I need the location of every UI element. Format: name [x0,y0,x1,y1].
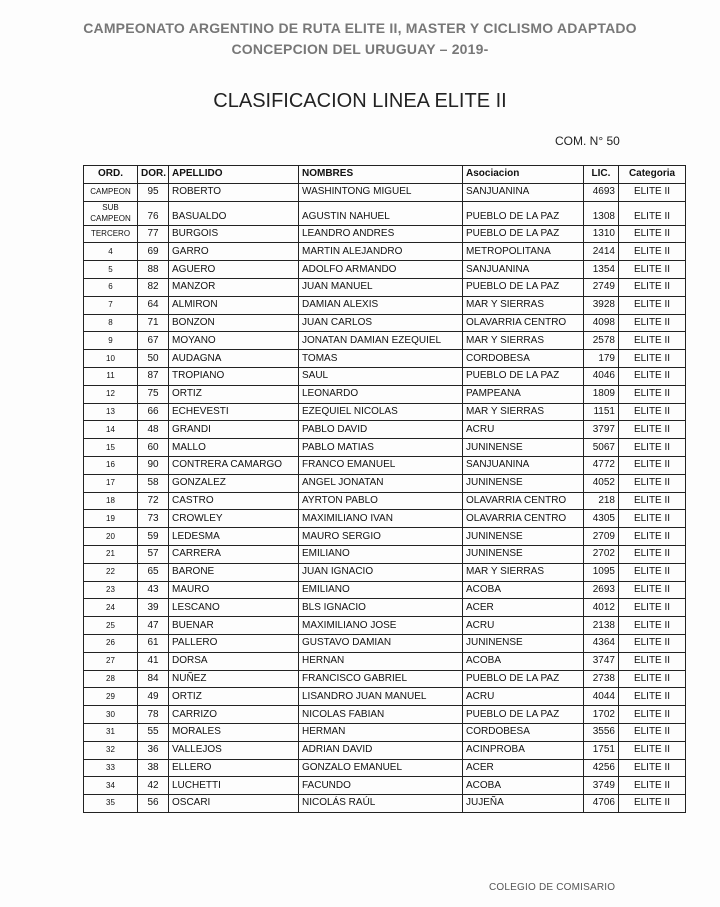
cell-categoria: ELITE II [619,201,686,225]
cell-apellido: AGUERO [169,261,299,279]
cell-categoria: ELITE II [619,350,686,368]
cell-asociacion: OLAVARRIA CENTRO [463,492,584,510]
cell-categoria: ELITE II [619,759,686,777]
cell-lic: 1151 [584,403,619,421]
cell-lic: 3749 [584,777,619,795]
cell-ord: 16 [84,456,138,474]
cell-ord: 30 [84,706,138,724]
table-header-row [84,166,686,184]
cell-dor: 49 [138,688,169,706]
cell-apellido: ELLERO [169,759,299,777]
cell-lic: 1702 [584,706,619,724]
cell-ord: 27 [84,652,138,670]
cell-nombres: ANGEL JONATAN [299,474,463,492]
cell-nombres: JONATAN DAMIAN EZEQUIEL [299,332,463,350]
table-row [84,183,686,201]
cell-nombres: MARTIN ALEJANDRO [299,243,463,261]
cell-lic: 4364 [584,634,619,652]
cell-lic: 4098 [584,314,619,332]
cell-lic: 2138 [584,617,619,635]
cell-lic: 4772 [584,456,619,474]
cell-nombres: EMILIANO [299,545,463,563]
cell-lic: 2578 [584,332,619,350]
cell-apellido: AUDAGNA [169,350,299,368]
cell-ord: 17 [84,474,138,492]
cell-asociacion: ACRU [463,617,584,635]
cell-asociacion: PUEBLO DE LA PAZ [463,367,584,385]
cell-ord: 10 [84,350,138,368]
cell-nombres: FRANCO EMANUEL [299,456,463,474]
cell-apellido: LEDESMA [169,528,299,546]
table-row [84,795,686,813]
table-row [84,599,686,617]
cell-lic: 3747 [584,652,619,670]
cell-asociacion: JUNINENSE [463,634,584,652]
cell-nombres: BLS IGNACIO [299,599,463,617]
cell-categoria: ELITE II [619,403,686,421]
cell-apellido: ALMIRON [169,296,299,314]
cell-dor: 41 [138,652,169,670]
cell-nombres: LISANDRO JUAN MANUEL [299,688,463,706]
cell-asociacion: OLAVARRIA CENTRO [463,314,584,332]
cell-dor: 69 [138,243,169,261]
cell-ord: CAMPEON [84,183,138,201]
cell-nombres: HERNAN [299,652,463,670]
cell-asociacion: JUNINENSE [463,545,584,563]
cell-asociacion: PUEBLO DE LA PAZ [463,225,584,243]
table-row [84,634,686,652]
cell-asociacion: PUEBLO DE LA PAZ [463,201,584,225]
cell-nombres: LEONARDO [299,385,463,403]
cell-asociacion: JUNINENSE [463,439,584,457]
cell-categoria: ELITE II [619,795,686,813]
cell-asociacion: PUEBLO DE LA PAZ [463,670,584,688]
cell-ord: 5 [84,261,138,279]
cell-nombres: WASHINTONG MIGUEL [299,183,463,201]
cell-categoria: ELITE II [619,599,686,617]
cell-dor: 73 [138,510,169,528]
cell-ord: 35 [84,795,138,813]
table-row [84,492,686,510]
cell-nombres: GONZALO EMANUEL [299,759,463,777]
table-row [84,670,686,688]
cell-categoria: ELITE II [619,510,686,528]
cell-dor: 58 [138,474,169,492]
cell-dor: 59 [138,528,169,546]
cell-dor: 65 [138,563,169,581]
cell-ord: 9 [84,332,138,350]
cell-apellido: MAURO [169,581,299,599]
cell-categoria: ELITE II [619,777,686,795]
cell-lic: 4706 [584,795,619,813]
cell-lic: 2414 [584,243,619,261]
table-row [84,688,686,706]
cell-apellido: PALLERO [169,634,299,652]
cell-ord: 34 [84,777,138,795]
cell-lic: 1095 [584,563,619,581]
cell-asociacion: MAR Y SIERRAS [463,296,584,314]
cell-ord: 28 [84,670,138,688]
cell-dor: 71 [138,314,169,332]
cell-apellido: BUENAR [169,617,299,635]
cell-categoria: ELITE II [619,670,686,688]
table-row [84,332,686,350]
cell-asociacion: CORDOBESA [463,350,584,368]
cell-dor: 55 [138,723,169,741]
cell-categoria: ELITE II [619,225,686,243]
table-row [84,385,686,403]
cell-dor: 60 [138,439,169,457]
cell-ord: 20 [84,528,138,546]
cell-apellido: ORTIZ [169,688,299,706]
cell-lic: 179 [584,350,619,368]
cell-lic: 3928 [584,296,619,314]
table-row [84,777,686,795]
footer-signature: COLEGIO DE COMISARIO [489,882,616,893]
cell-dor: 57 [138,545,169,563]
cell-categoria: ELITE II [619,296,686,314]
cell-nombres: AGUSTIN NAHUEL [299,201,463,225]
cell-lic: 4693 [584,183,619,201]
table-row [84,474,686,492]
table-row [84,367,686,385]
cell-ord: 4 [84,243,138,261]
cell-asociacion: SANJUANINA [463,183,584,201]
col-header-ord: ORD. [84,166,138,184]
cell-asociacion: SANJUANINA [463,261,584,279]
cell-apellido: GARRO [169,243,299,261]
cell-apellido: CARRIZO [169,706,299,724]
table-row [84,243,686,261]
cell-dor: 39 [138,599,169,617]
cell-apellido: NUÑEZ [169,670,299,688]
cell-ord: 25 [84,617,138,635]
cell-dor: 38 [138,759,169,777]
cell-dor: 43 [138,581,169,599]
cell-lic: 4052 [584,474,619,492]
cell-dor: 88 [138,261,169,279]
cell-nombres: GUSTAVO DAMIAN [299,634,463,652]
cell-categoria: ELITE II [619,421,686,439]
table-row [84,403,686,421]
cell-lic: 1308 [584,201,619,225]
cell-apellido: BASUALDO [169,201,299,225]
cell-lic: 3797 [584,421,619,439]
classification-table [83,165,686,813]
col-header-nombres: NOMBRES [299,166,463,184]
cell-categoria: ELITE II [619,634,686,652]
cell-categoria: ELITE II [619,385,686,403]
col-header-asociacion: Asociacion [463,166,584,184]
cell-nombres: AYRTON PABLO [299,492,463,510]
cell-lic: 2738 [584,670,619,688]
cell-nombres: HERMAN [299,723,463,741]
cell-lic: 4044 [584,688,619,706]
cell-categoria: ELITE II [619,652,686,670]
cell-ord: 22 [84,563,138,581]
cell-ord: 8 [84,314,138,332]
cell-categoria: ELITE II [619,474,686,492]
cell-dor: 95 [138,183,169,201]
cell-nombres: TOMAS [299,350,463,368]
cell-nombres: ADOLFO ARMANDO [299,261,463,279]
cell-asociacion: OLAVARRIA CENTRO [463,510,584,528]
table-row [84,706,686,724]
cell-apellido: CASTRO [169,492,299,510]
cell-apellido: LUCHETTI [169,777,299,795]
cell-asociacion: CORDOBESA [463,723,584,741]
table-row [84,439,686,457]
cell-ord: 12 [84,385,138,403]
cell-lic: 4012 [584,599,619,617]
cell-ord: 21 [84,545,138,563]
cell-asociacion: ACOBA [463,777,584,795]
cell-apellido: BARONE [169,563,299,581]
cell-apellido: BURGOIS [169,225,299,243]
table-row [84,350,686,368]
cell-dor: 50 [138,350,169,368]
cell-categoria: ELITE II [619,688,686,706]
cell-dor: 66 [138,403,169,421]
cell-lic: 2702 [584,545,619,563]
cell-apellido: ORTIZ [169,385,299,403]
cell-ord: 14 [84,421,138,439]
cell-dor: 75 [138,385,169,403]
cell-apellido: OSCARI [169,795,299,813]
cell-lic: 1751 [584,741,619,759]
cell-dor: 67 [138,332,169,350]
cell-nombres: MAURO SERGIO [299,528,463,546]
cell-asociacion: MAR Y SIERRAS [463,563,584,581]
cell-apellido: MANZOR [169,278,299,296]
cell-ord: 31 [84,723,138,741]
cell-dor: 42 [138,777,169,795]
cell-nombres: PABLO MATIAS [299,439,463,457]
cell-asociacion: PAMPEANA [463,385,584,403]
cell-dor: 72 [138,492,169,510]
cell-dor: 77 [138,225,169,243]
page-title: CLASIFICACION LINEA ELITE II [213,90,507,112]
cell-asociacion: ACER [463,759,584,777]
cell-nombres: EZEQUIEL NICOLAS [299,403,463,421]
cell-asociacion: MAR Y SIERRAS [463,403,584,421]
cell-apellido: CROWLEY [169,510,299,528]
cell-nombres: FRANCISCO GABRIEL [299,670,463,688]
cell-ord: TERCERO [84,225,138,243]
cell-apellido: TROPIANO [169,367,299,385]
table-row [84,563,686,581]
cell-asociacion: ACER [463,599,584,617]
col-header-lic: LIC. [584,166,619,184]
cell-categoria: ELITE II [619,314,686,332]
cell-dor: 84 [138,670,169,688]
table-row [84,261,686,279]
cell-nombres: JUAN CARLOS [299,314,463,332]
cell-lic: 4046 [584,367,619,385]
table-row [84,421,686,439]
cell-lic: 2709 [584,528,619,546]
cell-asociacion: ACOBA [463,581,584,599]
cell-ord: 33 [84,759,138,777]
table-row [84,225,686,243]
cell-categoria: ELITE II [619,367,686,385]
cell-dor: 36 [138,741,169,759]
table-row [84,652,686,670]
cell-ord: 29 [84,688,138,706]
cell-ord: 6 [84,278,138,296]
cell-nombres: MAXIMILIANO JOSE [299,617,463,635]
table-row [84,314,686,332]
cell-apellido: VALLEJOS [169,741,299,759]
header-line-1: CAMPEONATO ARGENTINO DE RUTA ELITE II, MASTER Y CICLISMO ADAPTADO [83,20,637,36]
cell-nombres: EMILIANO [299,581,463,599]
cell-dor: 48 [138,421,169,439]
cell-categoria: ELITE II [619,706,686,724]
cell-asociacion: JUNINENSE [463,474,584,492]
col-header-categoria: Categoria [619,166,686,184]
table-row [84,741,686,759]
cell-dor: 64 [138,296,169,314]
col-header-dor: DOR. [138,166,169,184]
table-row [84,617,686,635]
cell-categoria: ELITE II [619,741,686,759]
cell-ord: 11 [84,367,138,385]
table-row [84,510,686,528]
cell-nombres: SAUL [299,367,463,385]
cell-dor: 61 [138,634,169,652]
cell-categoria: ELITE II [619,278,686,296]
cell-apellido: CONTRERA CAMARGO [169,456,299,474]
cell-categoria: ELITE II [619,261,686,279]
header-line-2: CONCEPCION DEL URUGUAY – 2019- [231,41,489,57]
cell-asociacion: PUEBLO DE LA PAZ [463,278,584,296]
cell-apellido: CARRERA [169,545,299,563]
cell-asociacion: ACRU [463,688,584,706]
cell-nombres: JUAN IGNACIO [299,563,463,581]
cell-nombres: MAXIMILIANO IVAN [299,510,463,528]
cell-ord: 19 [84,510,138,528]
cell-lic: 4256 [584,759,619,777]
cell-categoria: ELITE II [619,456,686,474]
cell-asociacion: ACINPROBA [463,741,584,759]
cell-apellido: GRANDI [169,421,299,439]
cell-apellido: MALLO [169,439,299,457]
cell-apellido: MOYANO [169,332,299,350]
cell-nombres: ADRIAN DAVID [299,741,463,759]
cell-asociacion: PUEBLO DE LA PAZ [463,706,584,724]
cell-dor: 47 [138,617,169,635]
table-row [84,201,686,225]
cell-apellido: BONZON [169,314,299,332]
cell-ord: 26 [84,634,138,652]
cell-nombres: NICOLAS FABIAN [299,706,463,724]
cell-categoria: ELITE II [619,581,686,599]
cell-lic: 1809 [584,385,619,403]
cell-apellido: ROBERTO [169,183,299,201]
cell-ord: 15 [84,439,138,457]
cell-lic: 218 [584,492,619,510]
cell-lic: 1354 [584,261,619,279]
table-row [84,759,686,777]
cell-ord: 18 [84,492,138,510]
cell-categoria: ELITE II [619,528,686,546]
cell-asociacion: JUJEÑA [463,795,584,813]
cell-categoria: ELITE II [619,545,686,563]
cell-nombres: FACUNDO [299,777,463,795]
cell-nombres: NICOLÁS RAÚL [299,795,463,813]
cell-ord: 13 [84,403,138,421]
cell-lic: 2693 [584,581,619,599]
cell-categoria: ELITE II [619,332,686,350]
cell-categoria: ELITE II [619,183,686,201]
cell-ord: 24 [84,599,138,617]
cell-categoria: ELITE II [619,723,686,741]
cell-lic: 3556 [584,723,619,741]
cell-nombres: JUAN MANUEL [299,278,463,296]
cell-nombres: PABLO DAVID [299,421,463,439]
cell-apellido: LESCANO [169,599,299,617]
cell-dor: 56 [138,795,169,813]
cell-nombres: LEANDRO ANDRES [299,225,463,243]
cell-dor: 87 [138,367,169,385]
cell-lic: 1310 [584,225,619,243]
cell-apellido: DORSA [169,652,299,670]
cell-dor: 78 [138,706,169,724]
cell-asociacion: METROPOLITANA [463,243,584,261]
cell-dor: 76 [138,201,169,225]
table-row [84,296,686,314]
cell-categoria: ELITE II [619,563,686,581]
cell-categoria: ELITE II [619,439,686,457]
cell-apellido: MORALES [169,723,299,741]
cell-ord: SUB CAMPEON [84,201,138,225]
cell-lic: 2749 [584,278,619,296]
cell-asociacion: SANJUANINA [463,456,584,474]
table-row [84,278,686,296]
table-row [84,581,686,599]
table-row [84,456,686,474]
cell-lic: 4305 [584,510,619,528]
cell-nombres: DAMIAN ALEXIS [299,296,463,314]
cell-dor: 82 [138,278,169,296]
cell-asociacion: ACOBA [463,652,584,670]
communique-number: COM. N° 50 [555,134,620,148]
col-header-apellido: APELLIDO [169,166,299,184]
table-row [84,723,686,741]
cell-ord: 23 [84,581,138,599]
cell-lic: 5067 [584,439,619,457]
cell-categoria: ELITE II [619,617,686,635]
cell-apellido: GONZALEZ [169,474,299,492]
cell-ord: 7 [84,296,138,314]
cell-categoria: ELITE II [619,243,686,261]
table-row [84,528,686,546]
cell-asociacion: MAR Y SIERRAS [463,332,584,350]
cell-apellido: ECHEVESTI [169,403,299,421]
cell-ord: 32 [84,741,138,759]
cell-asociacion: JUNINENSE [463,528,584,546]
table-row [84,545,686,563]
cell-asociacion: ACRU [463,421,584,439]
cell-categoria: ELITE II [619,492,686,510]
cell-dor: 90 [138,456,169,474]
